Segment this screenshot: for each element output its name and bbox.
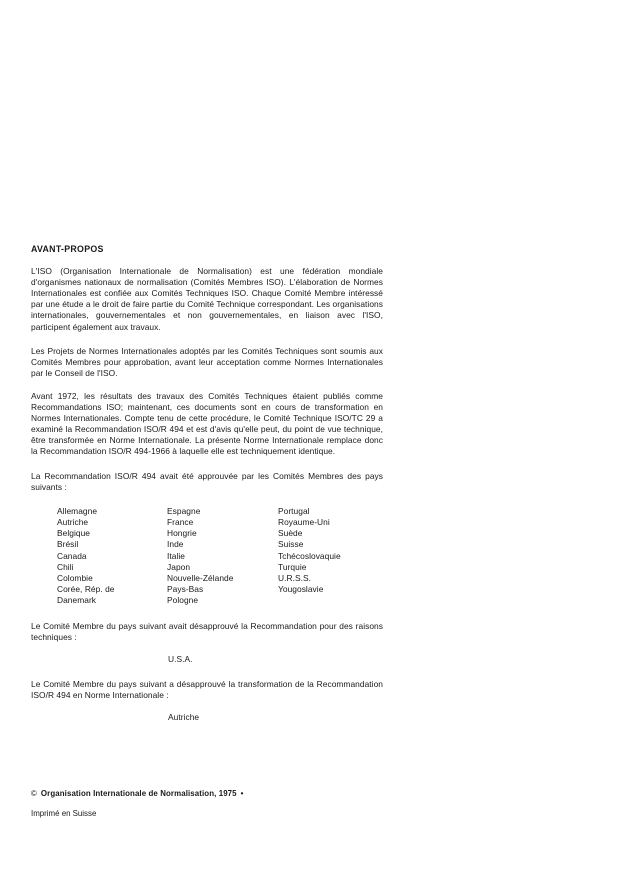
paragraph-history: Avant 1972, les résultats des travaux des Comités Techniques étaient publiés comme Recommandations ISO; maintenant, ces documents sont en cours de transformation en Normes Internationales. Compte tenu de cette procédure, le Comité Technique ISO/TC 29 a examiné la Recommandation ISO/R 494 et est d'avis qu'elle peut, du point de vue technique, être transformée en Norme Internationale. La présente Norme Internationale remplace donc la Recommandation ISO/R 494-1966 à laquelle elle est techniquement identique. <box>31 390 383 457</box>
disapproval-country: U.S.A. <box>168 653 193 664</box>
bullet-icon: • <box>240 789 244 798</box>
country-item: Italie <box>167 550 185 561</box>
printed-in: Imprimé en Suisse <box>31 809 97 818</box>
country-item: Belgique <box>57 528 90 539</box>
country-item: Portugal <box>278 505 310 516</box>
country-item: Royaume-Uni <box>278 516 330 527</box>
country-column-2 <box>167 506 278 607</box>
copyright-icon: © <box>31 789 37 798</box>
country-item: Inde <box>167 539 184 550</box>
country-item: Autriche <box>57 516 89 527</box>
country-column-3 <box>278 506 388 607</box>
paragraph-approved-by: La Recommandation ISO/R 494 avait été approuvée par les Comités Membres des pays suivants : <box>31 470 383 492</box>
country-item: Pologne <box>167 595 199 606</box>
country-item: Suisse <box>278 539 304 550</box>
copyright-text: Organisation Internationale de Normalisation, 1975 <box>40 789 237 798</box>
country-item: Colombie <box>57 572 93 583</box>
country-item: Corée, Rép. de <box>57 584 115 595</box>
country-item: Suède <box>278 528 303 539</box>
country-item: Pays-Bas <box>167 584 204 595</box>
country-item: Hongrie <box>167 528 197 539</box>
country-item: Tchécoslovaquie <box>278 550 341 561</box>
country-list <box>57 506 383 607</box>
page-title: AVANT-PROPOS <box>31 244 104 254</box>
country-item: Allemagne <box>57 505 98 516</box>
country-item: France <box>167 516 194 527</box>
country-item: Espagne <box>167 505 201 516</box>
country-item: Chili <box>57 561 74 572</box>
country-item: U.R.S.S. <box>278 572 311 583</box>
paragraph-draft-approval: Les Projets de Normes Internationales adoptés par les Comités Techniques sont soumis aux Comités Membres pour approbation, avant leur acceptation comme Normes Internationales par le Conseil de l'ISO. <box>31 345 383 378</box>
paragraph-disapproval: Le Comité Membre du pays suivant avait désapprouvé la Recommandation pour des raisons techniques : <box>31 620 383 642</box>
paragraph-iso-intro: L'ISO (Organisation Internationale de Normalisation) est une fédération mondiale d'organismes nationaux de normalisation (Comités Membres ISO). L'élaboration de Normes Internationales est confiée aux Comités Techniques ISO. Chaque Comité Membre intéressé par une étude a le droit de faire partie du Comité Technique correspondant. Les organisations internationales, gouvernementales et non gouvernementales, en liaison avec l'ISO, participent également aux travaux. <box>31 266 383 332</box>
country-item: Canada <box>57 550 87 561</box>
country-item: Turquie <box>278 561 307 572</box>
country-item: Japon <box>167 561 191 572</box>
country-item: Brésil <box>57 539 79 550</box>
country-item: Danemark <box>57 595 97 606</box>
document-body <box>31 244 383 737</box>
copyright-line <box>31 789 244 798</box>
paragraph-transformation-disapproval: Le Comité Membre du pays suivant a désapprouvé la transformation de la Recommandation ISO/R 494 en Norme Internationale : <box>31 678 383 700</box>
transformation-country: Autriche <box>168 711 200 722</box>
country-item: Yougoslavie <box>278 584 324 595</box>
country-item: Nouvelle-Zélande <box>167 572 234 583</box>
country-column-1 <box>57 506 167 607</box>
